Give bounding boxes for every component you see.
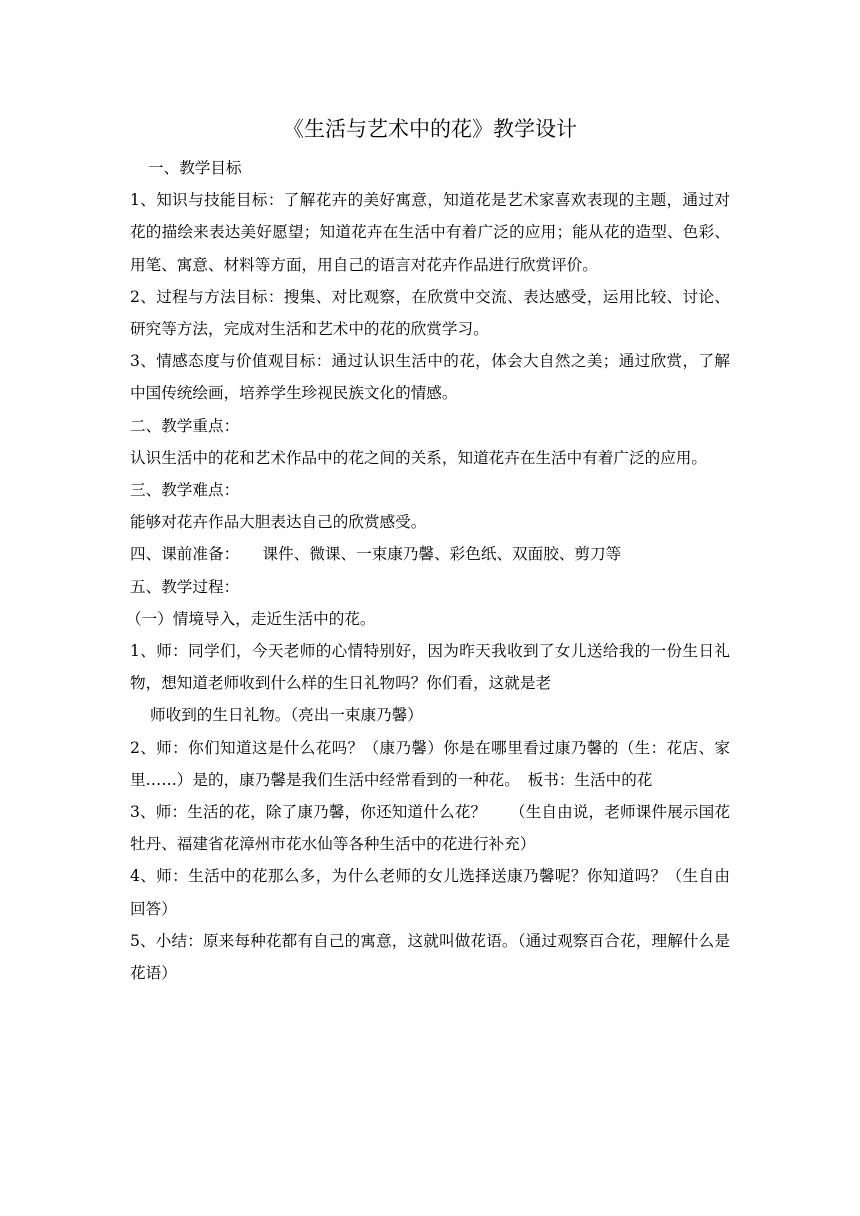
section-heading-key-points: 二、教学重点： bbox=[130, 416, 240, 435]
paragraph-step-1: 1、师：同学们，今天老师的心情特别好，因为昨天我收到了女儿送给我的一份生日礼物，想知道老师收到什么样的生日礼物吗？你们看，这就是老 bbox=[130, 642, 730, 693]
paragraph-key-points: 认识生活中的花和艺术作品中的花之间的关系，知道花卉在生活中有着广泛的应用。 bbox=[130, 448, 707, 467]
section-heading-process: 五、教学过程： bbox=[130, 577, 240, 596]
document-title: 《生活与艺术中的花》教学设计 bbox=[283, 117, 577, 141]
paragraph-objective-emotion: 3、情感态度与价值观目标：通过认识生活中的花，体会大自然之美；通过欣赏，了解中国传统绘画，培养学生珍视民族文化的情感。 bbox=[130, 352, 730, 403]
paragraph-summary: 5、小结：原来每种花都有自己的寓意，这就叫做花语。（通过观察百合花，理解什么是花语） bbox=[130, 931, 730, 983]
section-heading-difficulties: 三、教学难点： bbox=[130, 481, 240, 500]
subsection-heading-intro: （一）情境导入，走近生活中的花。 bbox=[126, 609, 376, 628]
document-body bbox=[126, 152, 730, 989]
paragraph-preparation: 四、课前准备： 课件、微课、一束康乃馨、彩色纸、双面胶、剪刀等 bbox=[130, 545, 622, 564]
paragraph-difficulties: 能够对花卉作品大胆表达自己的欣赏感受。 bbox=[130, 513, 427, 532]
paragraph-objective-process: 2、过程与方法目标：搜集、对比观察，在欣赏中交流、表达感受，运用比较、讨论、研究等方法，完成对生活和艺术中的花的欣赏学习。 bbox=[130, 287, 730, 339]
paragraph-objective-knowledge: 1、知识与技能目标：了解花卉的美好寓意，知道花是艺术家喜欢表现的主题，通过对花的描绘来表达美好愿望；知道花卉在生活中有着广泛的应用；能从花的造型、色彩、用笔、寓意、材料等方面，用自己的语言对花卉作品进行欣赏评价。 bbox=[130, 191, 730, 274]
section-heading-objectives: 一、教学目标 bbox=[148, 159, 242, 177]
paragraph-step-3: 3、师：生活的花，除了康乃馨，你还知道什么花？ （生自由说，老师课件展示国花牡丹、福建省花漳州市花水仙等各种生活中的花进行补充） bbox=[130, 803, 730, 854]
paragraph-step-4: 4、师：生活中的花那么多，为什么老师的女儿选择送康乃馨呢？你知道吗？（生自由回答） bbox=[130, 867, 730, 918]
paragraph-step-1-continued: 师收到的生日礼物。（亮出一束康乃馨） bbox=[150, 706, 423, 725]
paragraph-step-2: 2、师：你们知道这是什么花吗？（康乃馨）你是在哪里看过康乃馨的（生：花店、家里……）是的，康乃馨是我们生活中经常看到的一种花。 板书：生活中的花 bbox=[130, 738, 730, 789]
